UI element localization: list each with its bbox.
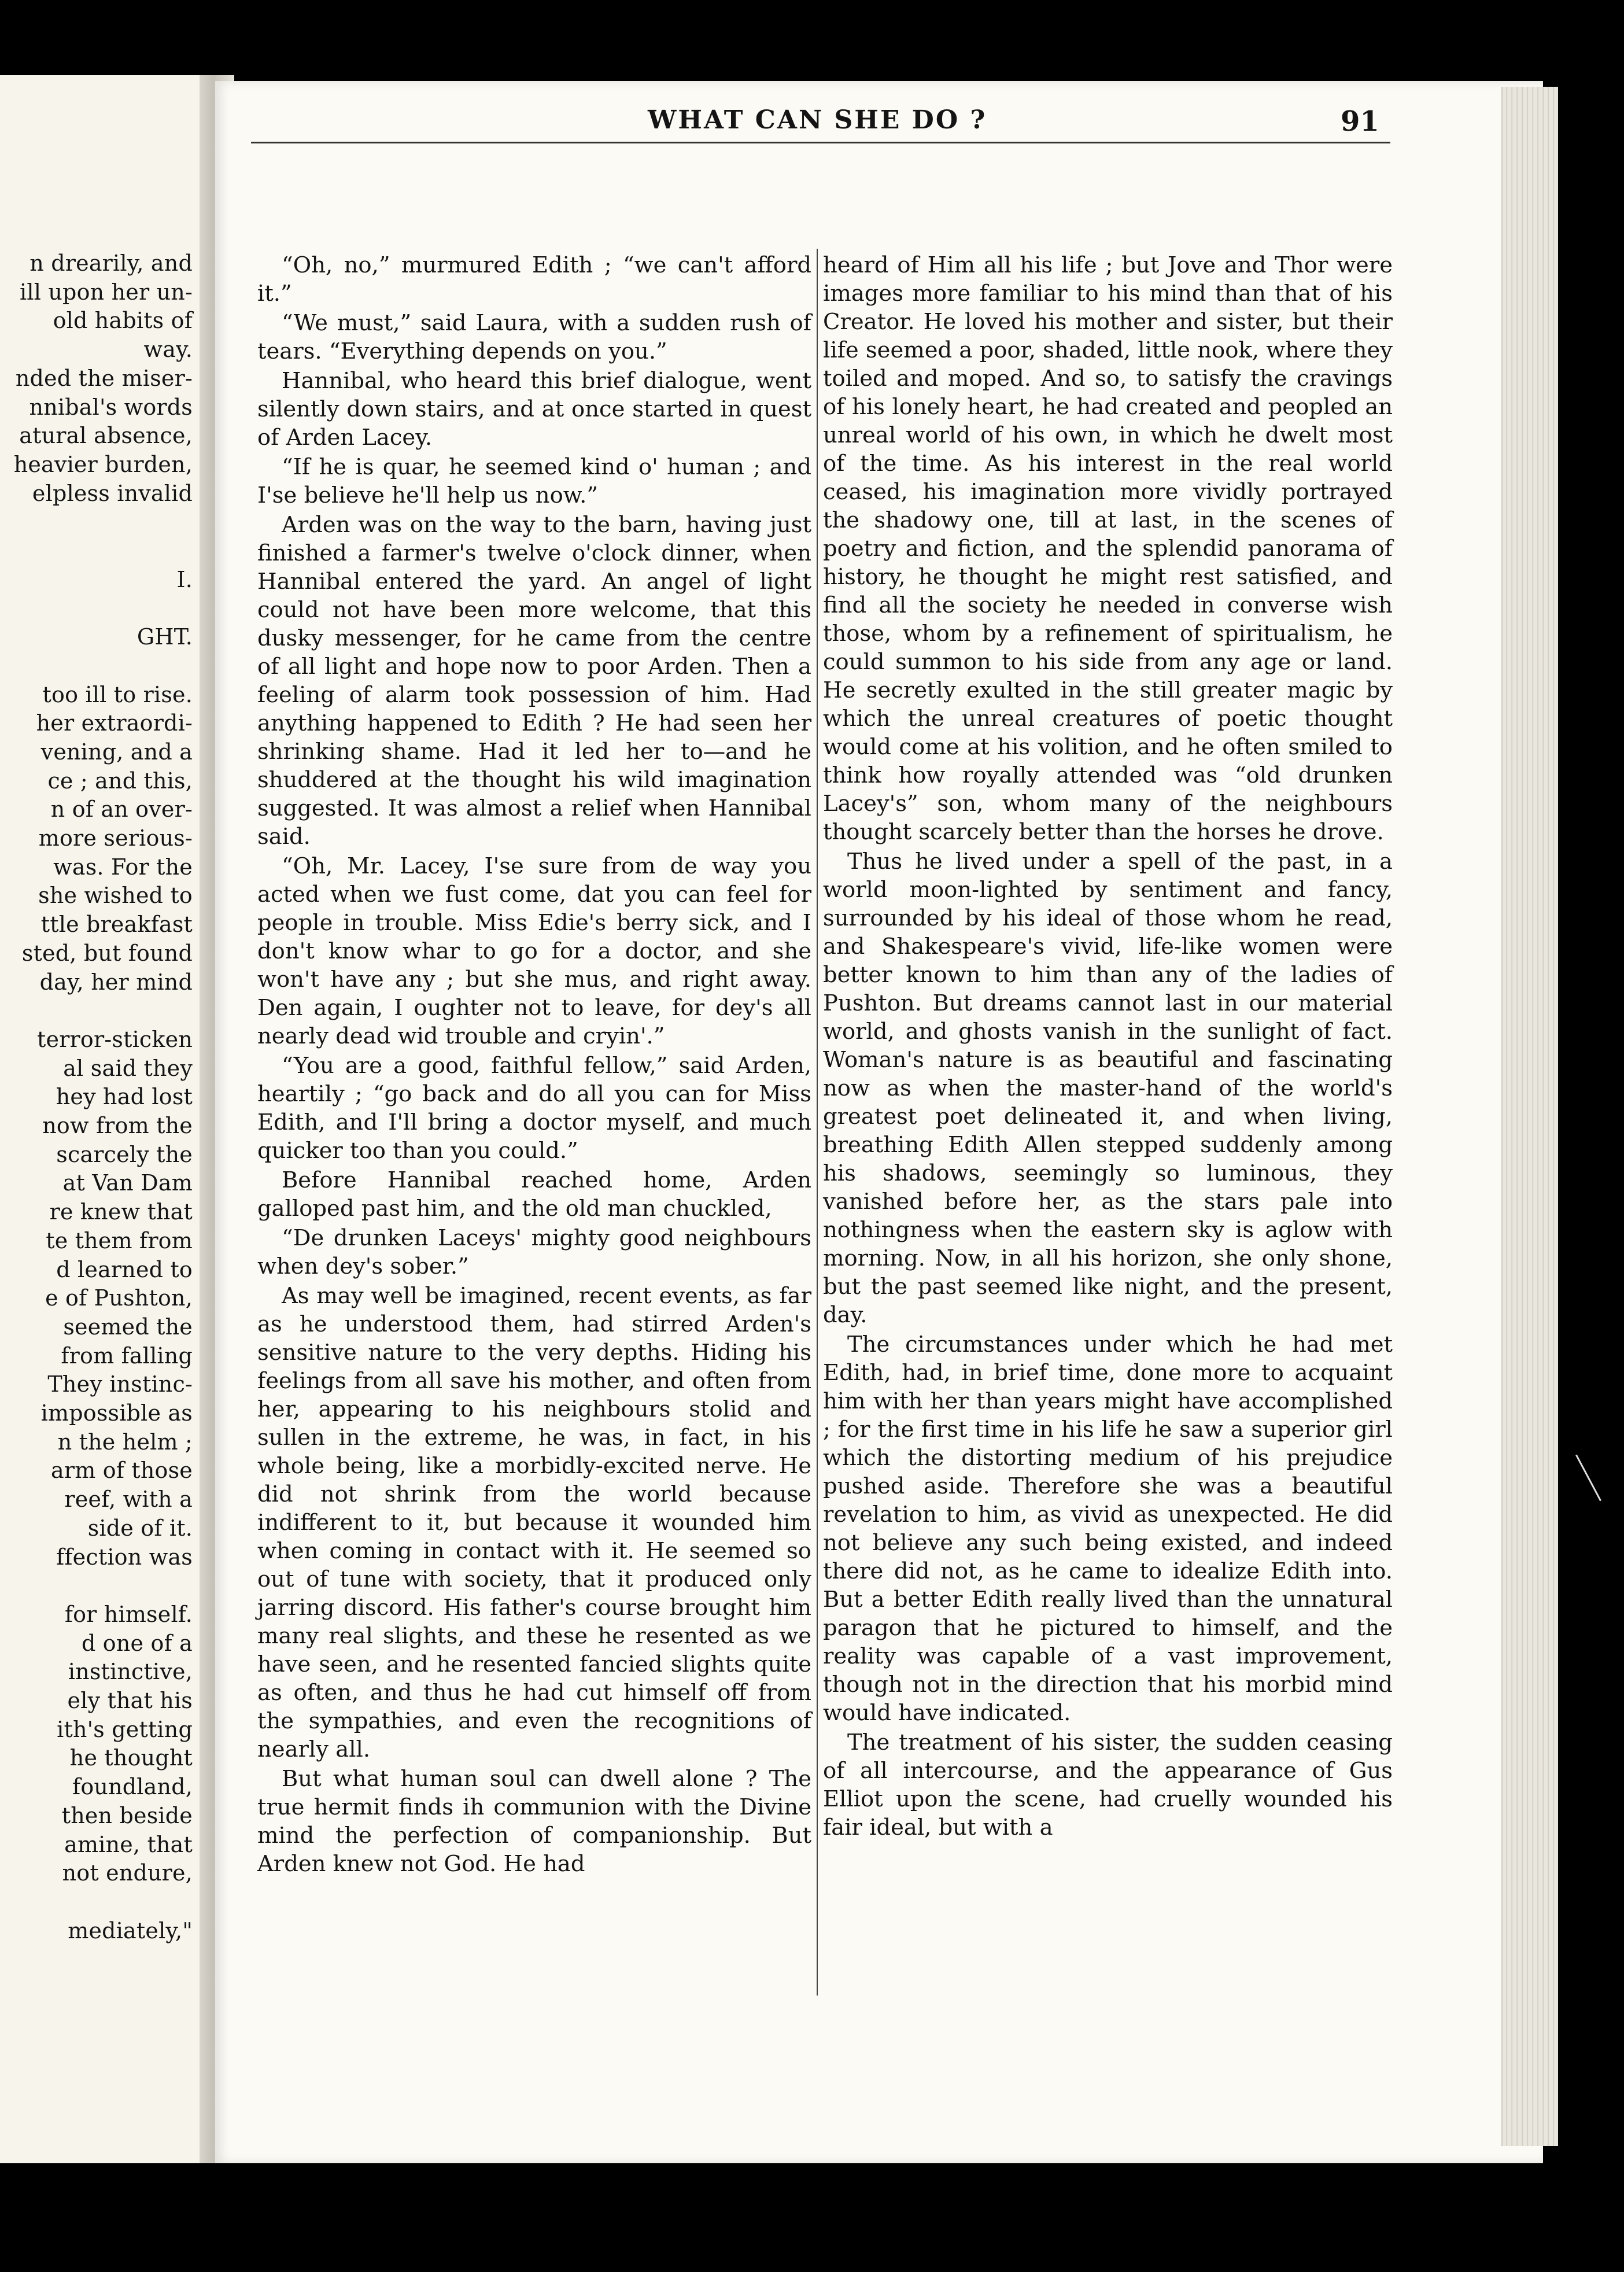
facing-page-line: more serious- <box>38 825 193 851</box>
facing-page-line: for himself. <box>64 1601 193 1627</box>
facing-page-line: e of Pushton, <box>45 1285 193 1311</box>
facing-page-line: te them from <box>46 1227 193 1253</box>
facing-page-line: vening, and a <box>40 739 193 765</box>
paragraph: Before Hannibal reached home, Arden galloped past him, and the old man chuckled, <box>257 1167 811 1222</box>
paragraph: Thus he lived under a spell of the past, in a world moon-lighted by sentiment and fancy, surrounded by his ideal of those whom he read, and Shakespeare's vivid, life-like women were better known to him than any of the ladies of Pushton. But dreams cannot last in our material world, and ghosts vanish in the sunlight of fact. Woman's nature is as beautiful and fascinating now as when the master-hand of the world's greatest poet delineated it, and when living, breathing Edith Allen stepped suddenly among his shadows, seemingly so luminous, they vanished before her, as the stars pale into nothingness when the eastern sky is aglow with morning. Now, in all his horizon, she only shone, but the past seemed like night, and the present, day. <box>823 849 1393 1328</box>
facing-page-line: foundland, <box>72 1774 193 1800</box>
facing-page-line: her extraordi- <box>36 710 193 736</box>
paragraph: Arden was on the way to the barn, having just finished a farmer's twelve o'clock dinner, when Hannibal entered the yard. An angel of light could not have been more welcome, that this dusky messenger, for he came from the centre of all light and hope now to poor Arden. Then a feeling of alarm took possession of him. Had anything happened to Edith ? He had seen her shrinking shame. Had it led her to—and he shuddered at the thought his wild imagination suggested. It was almost a relief when Hannibal said. <box>257 512 811 850</box>
facing-page-line: heavier burden, <box>13 451 193 477</box>
paragraph: “De drunken Laceys' mighty good neighbours when dey's sober.” <box>257 1225 811 1279</box>
facing-page-line: now from the <box>42 1113 193 1138</box>
column-divider <box>817 249 818 1996</box>
facing-page-line: then beside <box>61 1802 193 1828</box>
facing-page-line: elpless invalid <box>32 480 193 506</box>
paragraph: As may well be imagined, recent events, as far as he understood them, had stirred Arden's sensitive nature to the very depths. Hiding his feelings from all save his mother, and often from her, appearing to his neighbours stolid and sullen in the extreme, he was, in fact, in his whole being, like a morbidly-excited nerve. He did not shrink from the world because indifferent to it, but because it wounded him when coming in contact with it. He seemed so out of tune with society, that it produced only jarring discord. His father's course brought him many real slights, and these he resented as we have seen, and he resented fancied slights quite as often, and thus he had cut himself off from the sympathies, and even the recognitions of nearly all. <box>257 1283 811 1762</box>
paragraph: The circumstances under which he had met Edith, had, in brief time, done more to acquaint him with her than years might have accomplished ; for the first time in his life he saw a superior girl which the distorting medium of his prejudice pushed aside. Therefore she was a beautiful revelation to him, as vivid as unexpected. He did not believe any such being existed, and indeed there did not, as he came to idealize Edith into. But a better Edith really lived than the unnatural paragon that he pictured to himself, and the reality was capable of a vast improvement, though not in the direction that his morbid mind would have indicated. <box>823 1332 1393 1726</box>
page-number: 91 <box>1341 105 1379 138</box>
text-column-1 <box>257 251 811 1998</box>
facing-page-line: ill upon her un- <box>20 279 193 305</box>
facing-page-line: mediately," <box>68 1917 193 1943</box>
facing-page-line: I. <box>176 566 193 592</box>
facing-page-line: arm of those <box>51 1458 193 1484</box>
paragraph: The treatment of his sister, the sudden ceasing of all intercourse, and the appearance of Gus Elliot upon the scene, had cruelly wounded his fair ideal, but with a <box>823 1729 1393 1841</box>
facing-page-line: amine, that <box>64 1831 193 1857</box>
facing-page-line: from falling <box>61 1342 193 1369</box>
facing-page-line: seemed the <box>63 1314 193 1340</box>
facing-page-line: instinctive, <box>68 1659 193 1685</box>
facing-page-line: impossible as <box>40 1400 193 1426</box>
facing-page-line: GHT. <box>136 624 193 650</box>
facing-page-line: she wished to <box>38 883 193 909</box>
paragraph: “We must,” said Laura, with a sudden rush of tears. “Everything depends on you.” <box>257 310 811 364</box>
facing-page-line: not endure, <box>62 1860 193 1886</box>
facing-page-line: way. <box>143 337 193 363</box>
paragraph: “Oh, Mr. Lacey, I'se sure from de way you acted when we fust come, dat you can feel for people in trouble. Miss Edie's berry sick, and I don't know whar to go for a doctor, and she won't have any ; but she mus, and right away. Den again, I oughter not to leave, for dey's all nearly dead wid trouble and cryin'.” <box>257 853 811 1049</box>
facing-page-line: reef, with a <box>64 1487 193 1513</box>
paragraph: But what human soul can dwell alone ? The true hermit finds ih communion with the Divine mind the perfection of companionship. But Arden knew not God. He had <box>257 1766 811 1877</box>
facing-page-line: al said they <box>63 1055 193 1081</box>
facing-page-line: day, her mind <box>39 969 193 995</box>
facing-page-line: They instinc- <box>47 1371 193 1397</box>
facing-page-line: nnibal's words <box>29 394 193 420</box>
facing-page-line: at Van Dam <box>62 1170 193 1196</box>
facing-page-line: terror-sticken <box>37 1026 193 1052</box>
facing-page-line: nded the miser- <box>15 365 193 391</box>
facing-page-line: ith's getting <box>57 1716 193 1742</box>
facing-page-line: old habits of <box>53 308 193 334</box>
facing-page-line: scarcely the <box>56 1141 193 1167</box>
facing-page-line: sted, but found <box>21 940 193 966</box>
facing-page-line: was. For the <box>53 854 193 880</box>
facing-page-line: re knew that <box>49 1199 193 1225</box>
facing-page-line: side of it. <box>87 1515 193 1541</box>
paragraph: “You are a good, faithful fellow,” said Arden, heartily ; “go back and do all you can for Miss Edith, and I'll bring a doctor myself, and much quicker too than you could.” <box>257 1053 811 1164</box>
facing-page-line: n of an over- <box>50 796 193 823</box>
paragraph-continued: heard of Him all his life ; but Jove and Thor were images more familiar to his mind than that of his Creator. He loved his mother and sister, but their life seemed a poor, shaded, little nook, where they toiled and moped. And so, to satisfy the cravings of his lonely heart, he had created and peopled an unreal world of his own, in which he dwelt most of the time. As his interest in the real world ceased, his imagination more vividly portrayed the shadowy one, till at last, in the scenes of poetry and fiction, and the splendid panorama of history, he thought he might rest satisfied, and find all the society he needed in converse wish those, whom by a refinement of spiritualism, he could summon to his side from any age or land. He secretly exulted in the still greater magic by which the unreal creatures of poetic thought would come at his volition, and he often smiled to think how royally attended was “old drunken Lacey's” son, whom many of the neighbours thought scarcely better than the horses he drove. <box>823 252 1393 845</box>
facing-page-line: n the helm ; <box>57 1429 193 1455</box>
facing-page-line: d learned to <box>56 1256 193 1282</box>
facing-page-line: hey had lost <box>56 1084 193 1110</box>
scan-mark <box>1575 1455 1601 1502</box>
facing-page-line: n drearily, and <box>29 250 193 276</box>
facing-page-line: ce ; and this, <box>47 768 193 794</box>
header-rule <box>251 142 1390 143</box>
facing-page-line: too ill to rise. <box>42 681 193 707</box>
paragraph: “Oh, no,” murmured Edith ; “we can't afford it.” <box>257 252 811 307</box>
running-title: WHAT CAN SHE DO ? <box>648 105 987 135</box>
page-edges <box>1501 87 1558 2146</box>
paragraph: Hannibal, who heard this brief dialogue, went silently down stairs, and at once started in quest of Arden Lacey. <box>257 368 811 451</box>
paragraph: “If he is quar, he seemed kind o' human ; and I'se believe he'll help us now.” <box>257 454 811 508</box>
facing-page-line: d one of a <box>82 1630 193 1656</box>
facing-page-left <box>0 75 200 2163</box>
facing-page-line: ely that his <box>67 1688 193 1713</box>
facing-page-line: ffection was <box>56 1544 193 1570</box>
facing-page-line: he thought <box>69 1745 193 1771</box>
facing-page-line: atural absence, <box>19 423 193 449</box>
text-column-2 <box>823 251 1393 1998</box>
facing-page-line: ttle breakfast <box>40 912 193 938</box>
